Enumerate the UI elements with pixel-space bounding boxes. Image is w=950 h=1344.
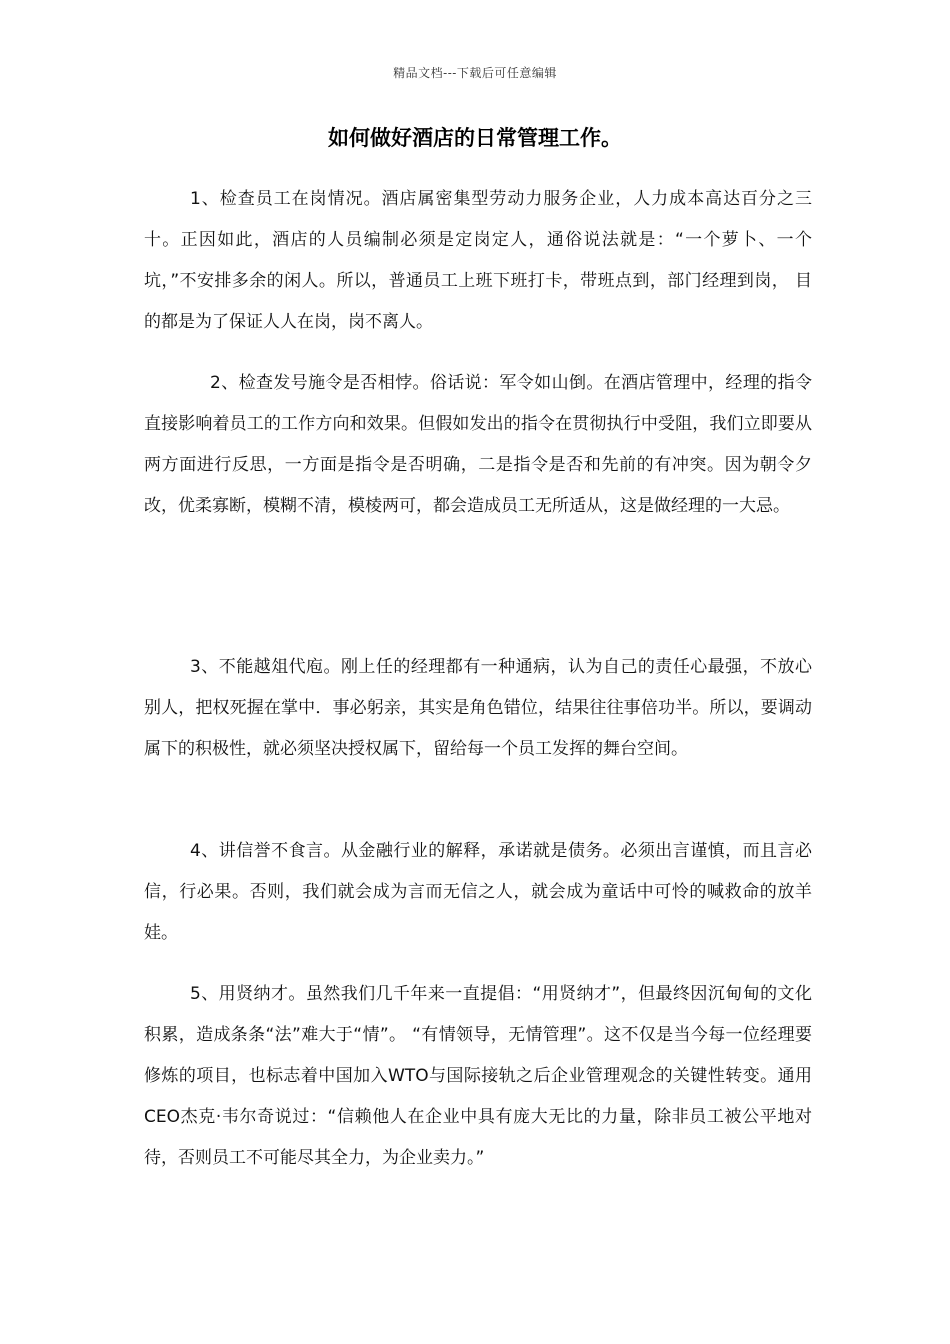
document-title: 如何做好酒店的日常管理工作。 bbox=[328, 126, 622, 150]
paragraph-4: 4、讲信誉不食言。从金融行业的解释，承诺就是债务。必须出言谨慎，而且言必信，行必果。否则，我们就会成为言而无信之人，就会成为童话中可怜的喊救命的放羊娃。 bbox=[144, 841, 812, 943]
paragraph-5: 5、用贤纳才。虽然我们几千年来一直提倡：“用贤纳才”，但最终因沉甸甸的文化积累，造成条条“法”难大于“情”。 “有情领导，无情管理”。这不仅是当今每一位经理要修炼的项目，也标志着中国加入WTO与国际接轨之后企业管理观念的关键性转变。通用CEO杰克·韦尔奇说过：“信赖他人在企业中具有庞大无比的力量，除非员工被公平地对待，否则员工不可能尽其全力，为企业卖力。” bbox=[144, 984, 812, 1168]
header-note: 精品文档---下载后可任意编辑 bbox=[393, 66, 557, 80]
paragraph-1: 1、检查员工在岗情况。酒店属密集型劳动力服务企业，人力成本高达百分之三十。正因如此，酒店的人员编制必须是定岗定人，通俗说法就是：“一个萝卜、一个坑，”不安排多余的闲人。所以，普通员工上班下班打卡，带班点到，部门经理到岗， 目的都是为了保证人人在岗，岗不离人。 bbox=[144, 189, 812, 332]
paragraph-3: 3、不能越俎代庖。刚上任的经理都有一种通病，认为自己的责任心最强，不放心别人，把权死握在掌中．事必躬亲，其实是角色错位，结果往往事倍功半。所以，要调动属下的积极性，就必须坚决授权属下，留给每一个员工发挥的舞台空间。 bbox=[144, 657, 812, 759]
paragraph-2: 2、检查发号施令是否相悖。俗话说：军令如山倒。在酒店管理中，经理的指令直接影响着员工的工作方向和效果。但假如发出的指令在贯彻执行中受阻，我们立即要从两方面进行反思，一方面是指令是否明确，二是指令是否和先前的有冲突。因为朝令夕改，优柔寡断，模糊不清，模棱两可，都会造成员工无所适从，这是做经理的一大忌。 bbox=[144, 373, 812, 516]
